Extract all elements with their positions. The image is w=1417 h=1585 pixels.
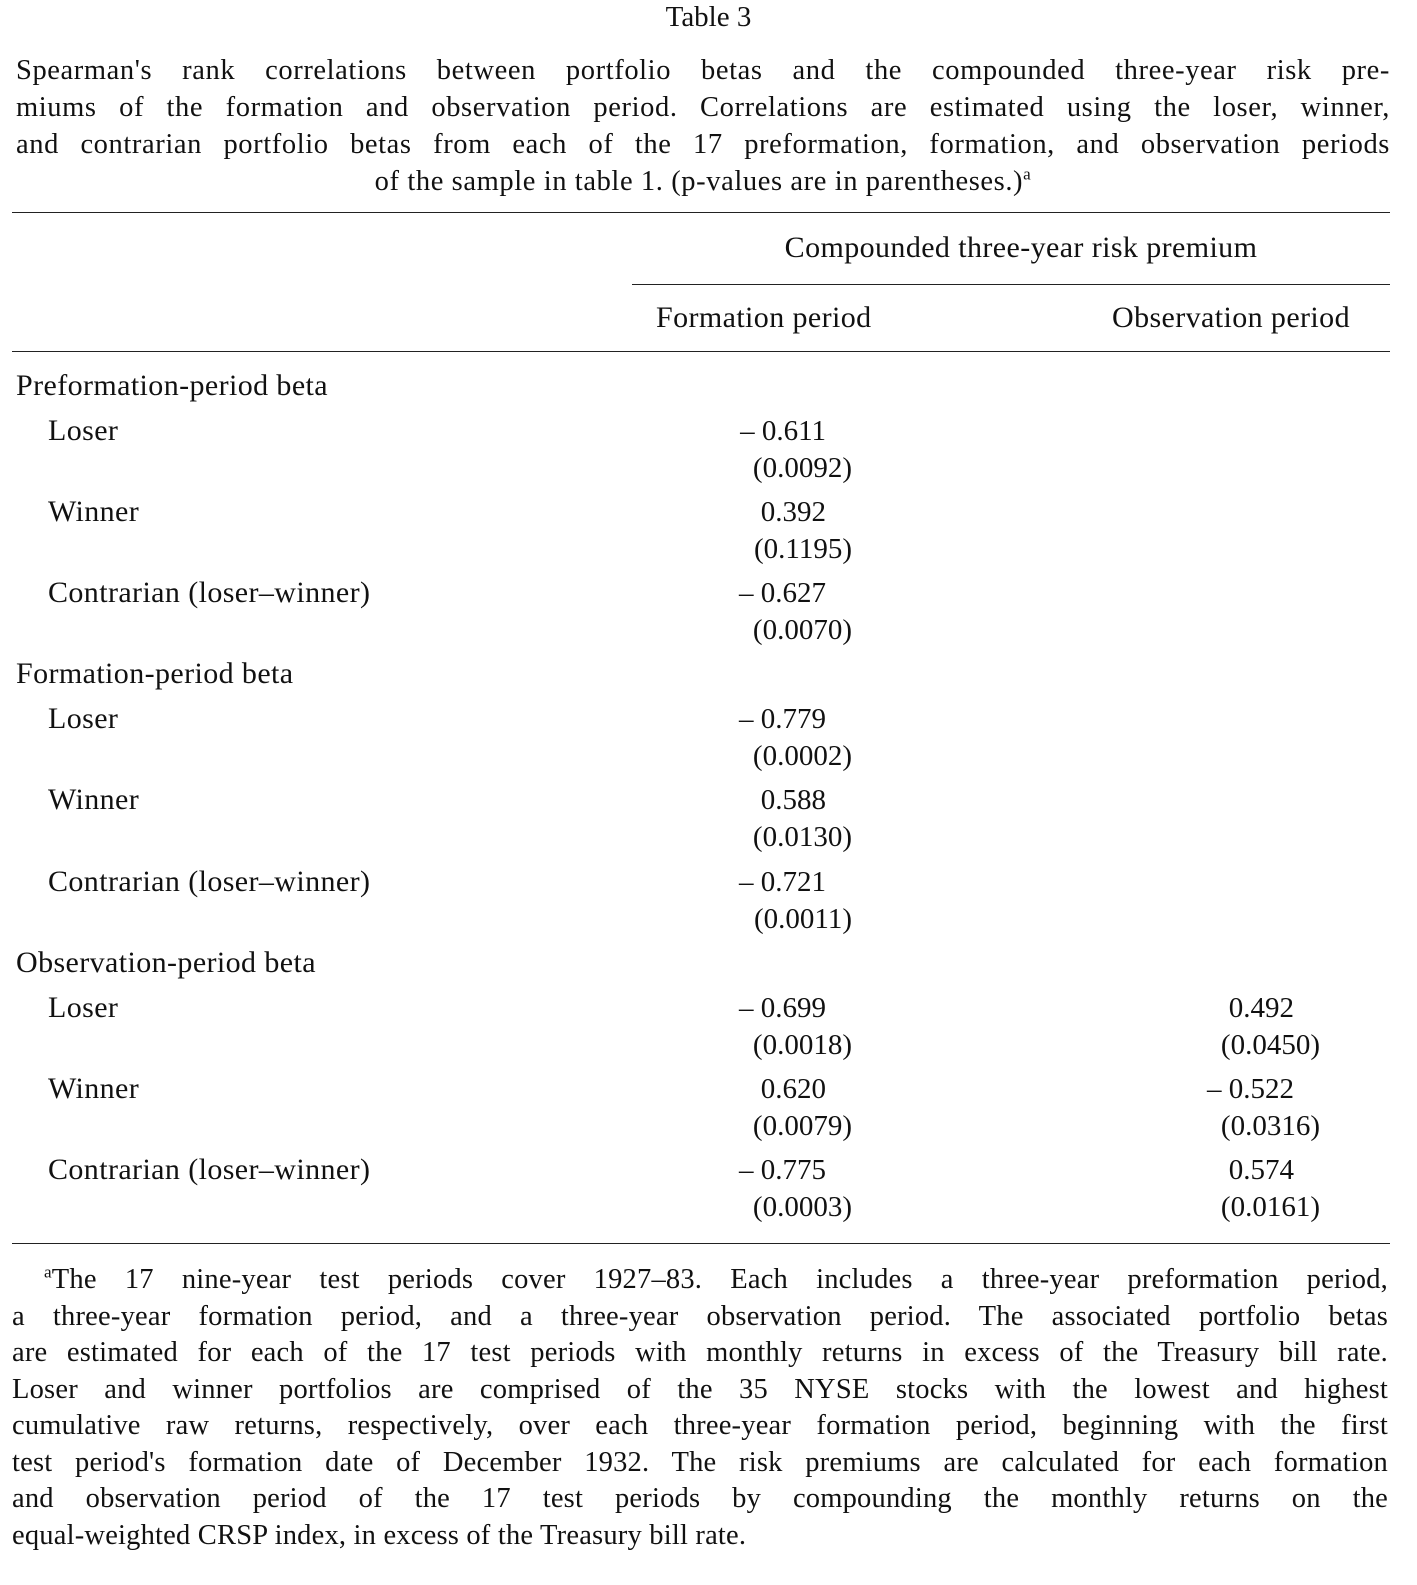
formation-value: – 0.611 xyxy=(740,415,826,447)
observation-pvalue: (0.0316) xyxy=(1220,1110,1320,1142)
table-footnote xyxy=(12,1262,1388,1554)
footnote-mark: a xyxy=(44,1262,52,1282)
formation-pvalue: (0.0070) xyxy=(752,614,852,646)
table-caption xyxy=(16,52,1390,200)
caption-line-2: miums of the formation and observation period. Correlations are estimated using the loser, winner, xyxy=(16,92,1390,123)
caption-line-3: and contrarian portfolio betas from each of the 17 preformation, formation, and observation periods xyxy=(16,129,1390,160)
formation-pvalue: (0.0002) xyxy=(752,740,852,772)
header-span-rule xyxy=(632,284,1390,285)
formation-value: 0.620 xyxy=(760,1073,826,1105)
table-title: Table 3 xyxy=(665,1,752,33)
header-span: Compounded three-year risk premium xyxy=(784,231,1258,264)
formation-value: – 0.775 xyxy=(739,1154,826,1186)
caption-line-1: Spearman's rank correlations between portfolio betas and the compounded three-year risk pre- xyxy=(16,55,1390,86)
footnote-line-2: a three-year formation period, and a three-year observation period. The associated portfolio betas xyxy=(12,1300,1388,1332)
header-formation-period: Formation period xyxy=(656,301,872,334)
formation-value: – 0.699 xyxy=(739,992,826,1024)
header-observation-period: Observation period xyxy=(1112,301,1350,334)
bottom-rule xyxy=(12,1243,1390,1244)
formation-pvalue: (0.0003) xyxy=(752,1191,852,1223)
header-rule xyxy=(12,351,1390,352)
footnote-line-1-text: The 17 nine-year test periods cover 1927–83. Each includes a three-year preformation period, xyxy=(51,1264,1388,1295)
formation-pvalue: (0.0079) xyxy=(752,1110,852,1142)
formation-pvalue: (0.0011) xyxy=(754,903,852,935)
observation-value: 0.574 xyxy=(1228,1154,1294,1186)
formation-value: – 0.627 xyxy=(739,577,826,609)
caption-line-4-text: of the sample in table 1. (p-values are in parentheses.) xyxy=(374,166,1024,197)
row-label: Loser xyxy=(48,414,119,447)
formation-pvalue: (0.0018) xyxy=(752,1029,852,1061)
row-label: Contrarian (loser–winner) xyxy=(48,865,371,898)
caption-line-4 xyxy=(16,163,1390,200)
footnote-line-5: cumulative raw returns, respectively, over each three-year formation period, beginning with the first xyxy=(12,1410,1388,1441)
observation-pvalue: (0.0161) xyxy=(1220,1191,1320,1223)
footnote-line-6: test period's formation date of December 1932. The risk premiums are calculated for each formation xyxy=(12,1446,1388,1478)
formation-pvalue: (0.0130) xyxy=(752,821,852,853)
observation-pvalue: (0.0450) xyxy=(1220,1029,1320,1061)
footnote-line-7: and observation period of the 17 test periods by compounding the monthly returns on the xyxy=(12,1483,1388,1514)
formation-value: – 0.721 xyxy=(739,866,826,898)
row-label: Loser xyxy=(48,991,119,1024)
row-label: Contrarian (loser–winner) xyxy=(48,576,371,609)
formation-pvalue: (0.1195) xyxy=(754,533,852,565)
row-label: Loser xyxy=(48,702,119,735)
observation-value: 0.492 xyxy=(1228,992,1294,1024)
caption-footnote-mark: a xyxy=(1023,164,1032,184)
formation-pvalue: (0.0092) xyxy=(752,452,852,484)
row-label: Winner xyxy=(48,783,140,816)
footnote-line-8: equal-weighted CRSP index, in excess of the Treasury bill rate. xyxy=(12,1519,747,1551)
section-label-preformation: Preformation-period beta xyxy=(16,369,328,402)
footnote-line-4: Loser and winner portfolios are comprised of the 35 NYSE stocks with the lowest and highest xyxy=(12,1373,1388,1405)
row-label: Winner xyxy=(48,1072,140,1105)
footnote-line-3: are estimated for each of the 17 test periods with monthly returns in excess of the Treasury bill rate. xyxy=(12,1337,1388,1368)
top-rule xyxy=(12,212,1390,213)
footnote-line-1 xyxy=(12,1262,1388,1299)
section-label-formation: Formation-period beta xyxy=(16,657,294,690)
formation-value: 0.588 xyxy=(760,784,826,816)
section-label-observation: Observation-period beta xyxy=(16,946,316,979)
formation-value: 0.392 xyxy=(760,496,826,528)
row-label: Contrarian (loser–winner) xyxy=(48,1153,371,1186)
formation-value: – 0.779 xyxy=(739,703,826,735)
row-label: Winner xyxy=(48,495,140,528)
observation-value: – 0.522 xyxy=(1207,1073,1294,1105)
